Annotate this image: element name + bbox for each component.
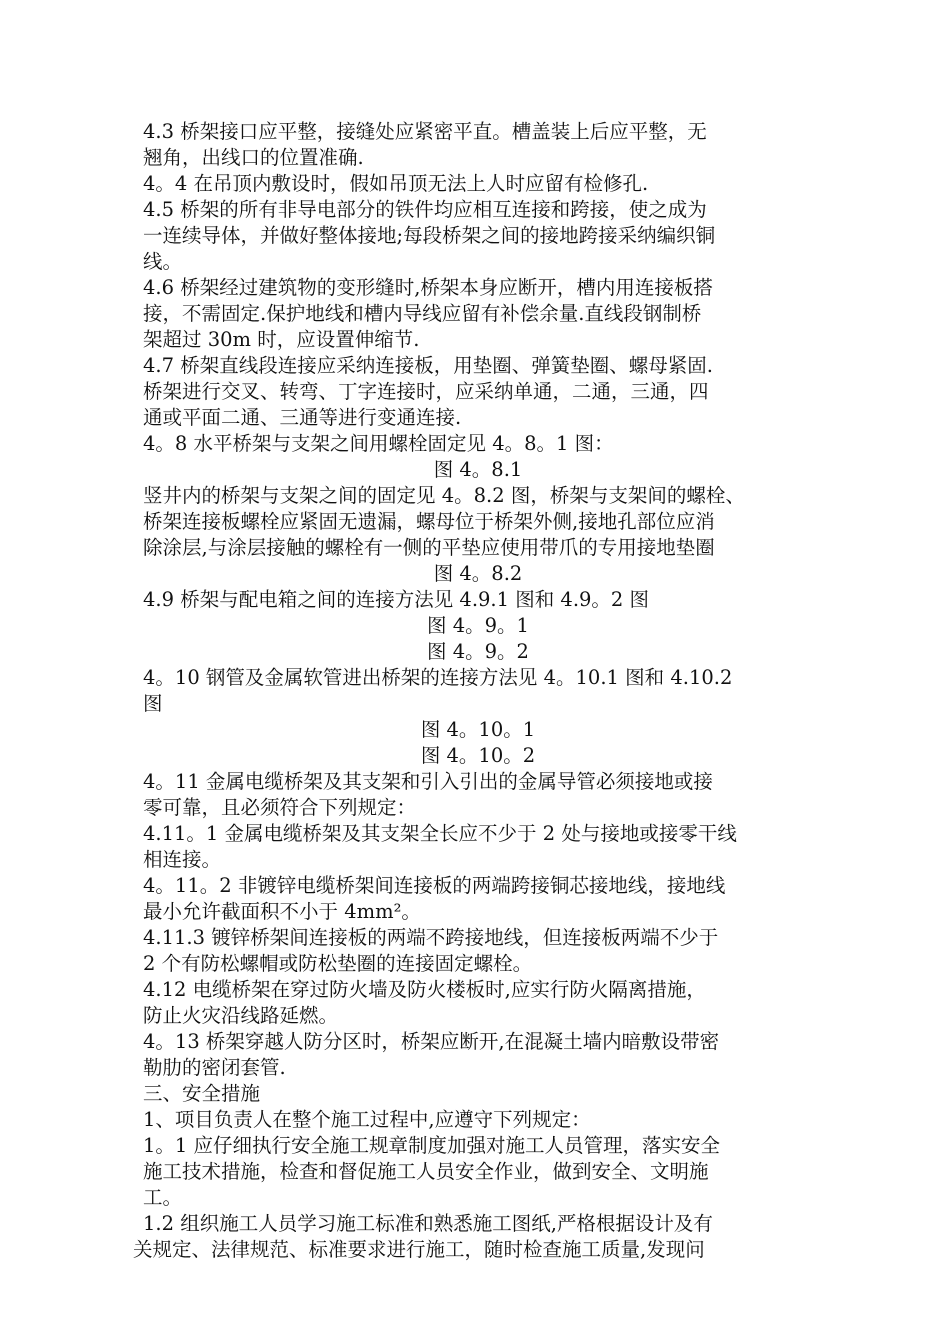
text-line: 防止火灾沿线路延燃。 bbox=[143, 1004, 339, 1027]
text-line: 1.2 组织施工人员学习施工标准和熟悉施工图纸,严格根据设计及有 bbox=[143, 1212, 713, 1235]
figure-caption: 图 4。8.2 bbox=[433, 562, 523, 585]
text-line: 1、项目负责人在整个施工过程中,应遵守下列规定： bbox=[143, 1108, 591, 1131]
text-line: 工。 bbox=[143, 1186, 183, 1209]
text-line: 桥架进行交叉、转弯、丁字连接时，应采纳单通，二通，三通，四 bbox=[143, 380, 709, 403]
text-line: 4.3 桥架接口应平整，接缝处应紧密平直。槽盖装上后应平整，无 bbox=[143, 120, 707, 143]
text-line: 4.7 桥架直线段连接应采纳连接板，用垫圈、弹簧垫圈、螺母紧固. bbox=[143, 354, 713, 377]
text-line: 图 bbox=[143, 692, 163, 715]
text-line: 4.5 桥架的所有非导电部分的铁件均应相互连接和跨接，使之成为 bbox=[143, 198, 707, 221]
text-line: 勒肋的密闭套管. bbox=[143, 1056, 286, 1079]
text-line: 线。 bbox=[143, 250, 183, 273]
text-line: 一连续导体，并做好整体接地;每段桥架之间的接地跨接采纳编织铜 bbox=[143, 224, 716, 247]
text-line: 2 个有防松螺帽或防松垫圈的连接固定螺栓。 bbox=[143, 952, 533, 975]
text-line: 架超过 30m 时，应设置伸缩节. bbox=[143, 328, 420, 351]
text-line: 最小允许截面积不小于 4mm²。 bbox=[143, 900, 421, 923]
text-line: 施工技术措施，检查和督促施工人员安全作业，做到安全、文明施 bbox=[143, 1160, 709, 1183]
figure-caption: 图 4。10。2 bbox=[420, 744, 536, 767]
text-line: 翘角，出线口的位置准确. bbox=[143, 146, 364, 169]
figure-caption: 图 4。8.1 bbox=[433, 458, 523, 481]
text-line: 4。11。2 非镀锌电缆桥架间连接板的两端跨接铜芯接地线，接地线 bbox=[143, 874, 726, 897]
text-line: 竖井内的桥架与支架之间的固定见 4。8.2 图，桥架与支架间的螺栓、 bbox=[143, 484, 745, 507]
text-line: 1。1 应仔细执行安全施工规章制度加强对施工人员管理，落实安全 bbox=[143, 1134, 721, 1157]
text-line: 4.12 电缆桥架在穿过防火墙及防火楼板时,应实行防火隔离措施， bbox=[143, 978, 706, 1001]
text-line: 桥架连接板螺栓应紧固无遗漏，螺母位于桥架外侧,接地孔部位应消 bbox=[143, 510, 715, 533]
text-line: 除涂层,与涂层接触的螺栓有一侧的平垫应使用带爪的专用接地垫圈 bbox=[143, 536, 715, 559]
text-line: 零可靠，且必须符合下列规定： bbox=[143, 796, 417, 819]
text-line: 4。11 金属电缆桥架及其支架和引入引出的金属导管必须接地或接 bbox=[143, 770, 713, 793]
text-line: 4.11。1 金属电缆桥架及其支架全长应不少于 2 处与接地或接零干线 bbox=[143, 822, 737, 845]
figure-caption: 图 4。10。1 bbox=[420, 718, 536, 741]
text-line: 4。10 钢管及金属软管进出桥架的连接方法见 4。10.1 图和 4.10.2 bbox=[143, 666, 733, 689]
text-line: 4。13 桥架穿越人防分区时，桥架应断开,在混凝土墙内暗敷设带密 bbox=[143, 1030, 720, 1053]
document-page bbox=[133, 119, 813, 1263]
text-line: 4。8 水平桥架与支架之间用螺栓固定见 4。8。1 图： bbox=[143, 432, 614, 455]
figure-caption: 图 4。9。1 bbox=[427, 614, 529, 637]
text-line: 相连接。 bbox=[143, 848, 222, 871]
figure-caption: 图 4。9。2 bbox=[427, 640, 529, 663]
text-line: 4.11.3 镀锌桥架间连接板的两端不跨接地线，但连接板两端不少于 bbox=[143, 926, 719, 949]
text-line: 4。4 在吊顶内敷设时，假如吊顶无法上人时应留有检修孔. bbox=[143, 172, 649, 195]
text-line: 关规定、法律规范、标准要求进行施工，随时检查施工质量,发现问 bbox=[133, 1238, 705, 1261]
text-line: 三、安全措施 bbox=[143, 1082, 261, 1105]
text-line: 4.9 桥架与配电箱之间的连接方法见 4.9.1 图和 4.9。2 图 bbox=[143, 588, 650, 611]
text-line: 接，不需固定.保护地线和槽内导线应留有补偿余量.直线段钢制桥 bbox=[143, 302, 702, 325]
text-line: 通或平面二通、三通等进行变通连接. bbox=[143, 406, 462, 429]
text-line: 4.6 桥架经过建筑物的变形缝时,桥架本身应断开，槽内用连接板搭 bbox=[143, 276, 713, 299]
